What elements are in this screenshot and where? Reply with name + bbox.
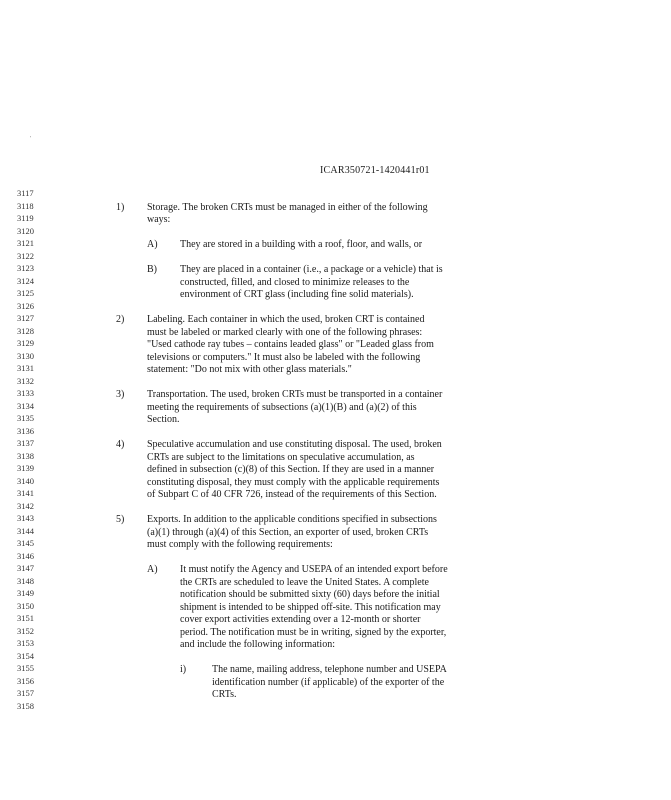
line-number: 3146: [17, 550, 34, 561]
line-number: 3127: [17, 313, 34, 323]
section-text: Labeling. Each container in which the used, broken CRT is contained: [147, 314, 425, 325]
line-number: 3151: [17, 613, 34, 623]
section-text: Section.: [147, 414, 180, 425]
line-number: 3148: [17, 575, 34, 586]
section-text: "Used cathode ray tubes – contains leaded glass" or "Leaded glass from: [147, 339, 434, 350]
subsubsection-text: identification number (if applicable) of the exporter of the: [212, 676, 445, 688]
subsection-text: They are placed in a container (i.e., a package or a vehicle) that is: [180, 264, 443, 275]
line-number: 3121: [17, 238, 34, 248]
subsubsection-text: CRTs.: [212, 689, 237, 700]
line-number: 3139: [17, 463, 34, 473]
line-number: 3125: [17, 288, 34, 298]
subsection-label: A): [147, 239, 158, 250]
line-number: 3144: [17, 525, 34, 536]
section-text: ways:: [147, 214, 171, 225]
line-number: 3145: [17, 538, 34, 548]
section-text: must be labeled or marked clearly with one of the following phrases:: [147, 326, 423, 338]
subsection-label: A): [147, 564, 158, 575]
section-text: Exports. In addition to the applicable conditions specified in subsections: [147, 514, 437, 525]
line-number: 3143: [17, 513, 34, 523]
line-number: 3147: [17, 563, 34, 573]
line-number: 3122: [17, 250, 34, 261]
subsection-text: It must notify the Agency and USEPA of an intended export before: [180, 564, 448, 575]
line-number: 3141: [17, 488, 34, 498]
section-text: constituting disposal, they must comply with the applicable requirements: [147, 476, 440, 488]
line-number: 3128: [17, 325, 34, 336]
line-number: 3131: [17, 363, 34, 373]
page-mark: ': [30, 136, 32, 142]
subsection-text: environment of CRT glass (including fine solid materials).: [180, 289, 414, 300]
line-number: 3118: [17, 200, 34, 211]
line-number: 3140: [17, 475, 34, 486]
line-number: 3120: [17, 225, 34, 236]
subsection-text: period. The notification must be in writing, signed by the exporter,: [180, 626, 447, 638]
line-number: 3117: [17, 188, 34, 198]
section-text: of Subpart C of 40 CFR 726, instead of the requirements of this Section.: [147, 489, 437, 500]
line-number: 3132: [17, 375, 34, 386]
subsubsection-label: i): [180, 664, 187, 675]
section-text: must comply with the following requirements:: [147, 539, 333, 550]
line-number: 3154: [17, 650, 34, 661]
subsection-label: B): [147, 264, 157, 275]
line-number: 3150: [17, 600, 34, 611]
line-number: 3142: [17, 500, 34, 511]
section-text: statement: "Do not mix with other glass materials.": [147, 364, 352, 375]
subsection-text: notification should be submitted sixty (60) days before the initial: [180, 589, 440, 600]
line-number: 3126: [17, 300, 34, 311]
section-text: Speculative accumulation and use constituting disposal. The used, broken: [147, 439, 442, 450]
line-number: 3119: [17, 213, 34, 223]
line-number: 3129: [17, 338, 34, 348]
section-number: 5): [116, 514, 125, 525]
subsection-text: They are stored in a building with a roof, floor, and walls, or: [180, 239, 423, 250]
line-number: 3153: [17, 638, 34, 648]
section-number: 4): [116, 439, 125, 450]
section-text: televisions or computers." It must also be labeled with the following: [147, 351, 421, 363]
line-number: 3138: [17, 450, 34, 461]
subsubsection-text: The name, mailing address, telephone number and USEPA: [212, 664, 447, 675]
section-text: Storage. The broken CRTs must be managed in either of the following: [147, 201, 428, 213]
line-number: 3134: [17, 400, 34, 411]
subsection-text: cover export activities extending over a 12-month or shorter: [180, 614, 421, 625]
section-text: (a)(1) through (a)(4) of this Section, an exporter of used, broken CRTs: [147, 526, 429, 538]
section-number: 2): [116, 314, 125, 325]
line-number: 3149: [17, 588, 34, 598]
section-text: meeting the requirements of subsections (a)(1)(B) and (a)(2) of this: [147, 401, 417, 413]
subsection-text: and include the following information:: [180, 639, 335, 650]
line-number: 3152: [17, 625, 34, 636]
section-text: CRTs are subject to the limitations on speculative accumulation, as: [147, 451, 415, 463]
subsection-text: constructed, filled, and closed to minimize releases to the: [180, 276, 410, 288]
section-number: 1): [116, 201, 125, 213]
line-number: 3130: [17, 350, 34, 361]
line-number: 3156: [17, 675, 34, 686]
subsection-text: the CRTs are scheduled to leave the United States. A complete: [180, 576, 429, 588]
section-number: 3): [116, 389, 125, 400]
line-number: 3158: [17, 700, 34, 711]
line-number: 3133: [17, 388, 34, 398]
line-number: 3123: [17, 263, 34, 273]
line-number: 3157: [17, 688, 34, 698]
line-number: 3136: [17, 425, 34, 436]
section-text: Transportation. The used, broken CRTs must be transported in a container: [147, 389, 443, 400]
subsection-text: shipment is intended to be shipped off-site. This notification may: [180, 601, 441, 613]
line-number: 3137: [17, 438, 34, 448]
section-text: defined in subsection (c)(8) of this Section. If they are used in a manner: [147, 464, 435, 475]
document-id-header: ICAR350721-1420441r01: [320, 165, 430, 176]
line-number: 3135: [17, 413, 34, 423]
line-number: 3124: [17, 275, 34, 286]
line-number: 3155: [17, 663, 34, 673]
